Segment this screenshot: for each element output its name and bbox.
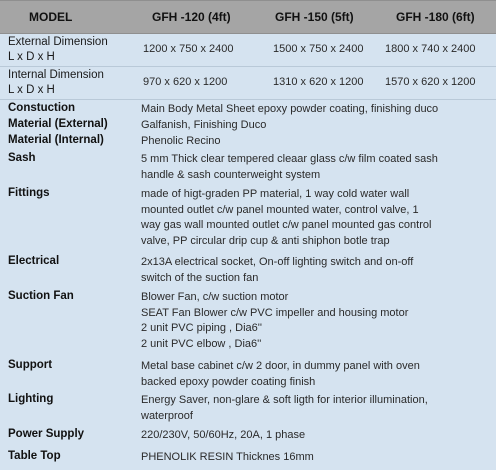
material-internal-label: Material (Internal) xyxy=(8,134,104,146)
internal-dimension-gfh-180: 1570 x 620 x 1200 xyxy=(385,76,476,88)
header-gfh-180: GFH -180 (6ft) xyxy=(396,10,475,24)
table-header xyxy=(0,0,496,34)
internal-dimension-label: Internal Dimension L x D x H xyxy=(8,69,104,96)
header-gfh-150: GFH -150 (5ft) xyxy=(275,10,354,24)
internal-dimension-row xyxy=(0,67,496,100)
lighting-value: Energy Saver, non-glare & soft ligth for interior illumination, waterproof xyxy=(141,394,428,422)
external-dimension-row xyxy=(0,34,496,67)
power-supply-label: Power Supply xyxy=(8,428,85,440)
sash-label: Sash xyxy=(8,152,36,164)
suction-fan-label: Suction Fan xyxy=(8,290,74,302)
suction-fan-value: Blower Fan, c/w suction motor SEAT Fan Blower c/w PVC impeller and housing motor 2 unit PVC piping , Dia6'' 2 unit PVC elbow , Dia6'' xyxy=(141,291,409,350)
construction-label: Constuction xyxy=(8,102,76,114)
sash-value: 5 mm Thick clear tempered cleaar glass c/w film coated sash handle & sash counterweight system xyxy=(141,153,438,181)
external-dimension-gfh-180: 1800 x 740 x 2400 xyxy=(385,43,476,55)
header-model: MODEL xyxy=(29,10,73,24)
support-label: Support xyxy=(8,359,53,371)
material-external-label: Material (External) xyxy=(8,118,108,130)
lighting-label: Lighting xyxy=(8,393,54,405)
table-top-value: PHENOLIK RESIN Thicknes 16mm xyxy=(141,451,314,463)
internal-dimension-gfh-120: 970 x 620 x 1200 xyxy=(143,76,228,88)
external-dimension-gfh-120: 1200 x 750 x 2400 xyxy=(143,43,234,55)
support-value: Metal base cabinet c/w 2 door, in dummy panel with oven backed epoxy powder coating finish xyxy=(141,360,420,388)
electrical-value: 2x13A electrical socket, On-off lighting switch and on-off switch of the suction fan xyxy=(141,256,414,284)
material-external-value: Galfanish, Finishing Duco xyxy=(141,119,267,131)
internal-dimension-gfh-150: 1310 x 620 x 1200 xyxy=(273,76,364,88)
fittings-label: Fittings xyxy=(8,187,50,199)
table-top-label: Table Top xyxy=(8,450,61,462)
construction-value: Main Body Metal Sheet epoxy powder coating, finishing duco xyxy=(141,103,439,115)
power-supply-value: 220/230V, 50/60Hz, 20A, 1 phase xyxy=(141,429,306,441)
electrical-label: Electrical xyxy=(8,255,60,267)
external-dimension-gfh-150: 1500 x 750 x 2400 xyxy=(273,43,364,55)
material-internal-value: Phenolic Recino xyxy=(141,135,221,147)
header-gfh-120: GFH -120 (4ft) xyxy=(152,10,231,24)
external-dimension-label: External Dimension L x D x H xyxy=(8,36,108,63)
fittings-value: made of higt-graden PP material, 1 way cold water wall mounted outlet c/w panel mounted water, control valve, 1 way gas wall mounted outlet c/w panel mounted gas control valve, PP circular drip cup & anti shiphon botle trap xyxy=(141,188,432,247)
